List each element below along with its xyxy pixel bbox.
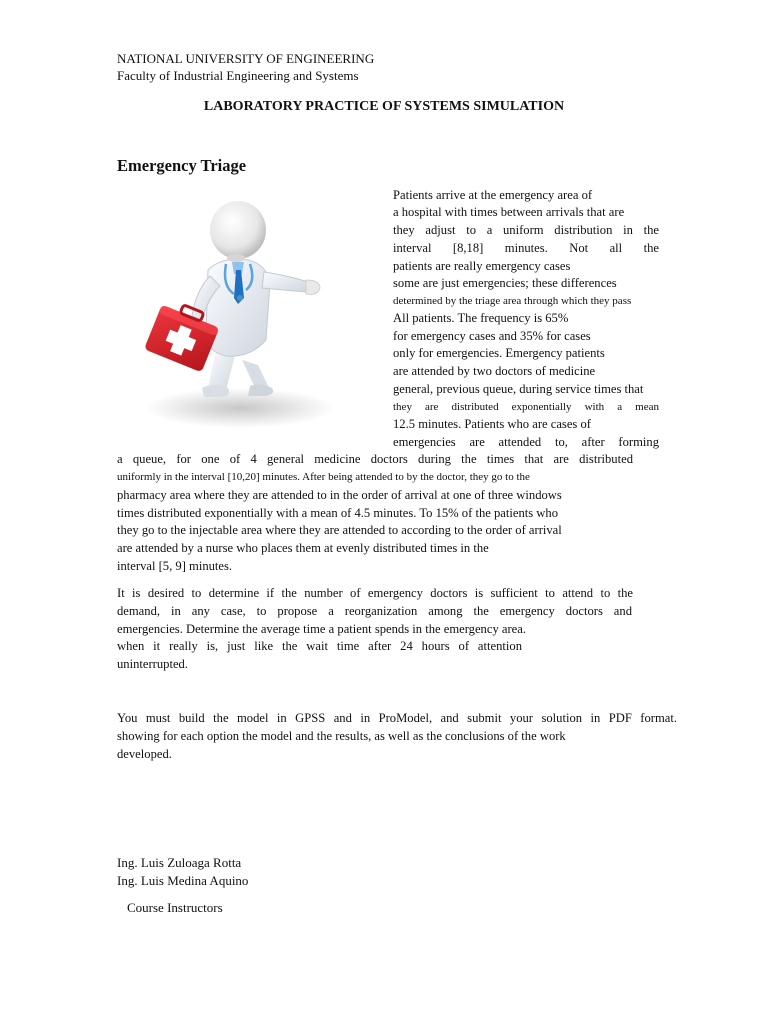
paragraph-line: It is desired to determine if the number of emergency doctors is sufficient to attend to the — [117, 586, 633, 600]
paragraph-line: they adjust to a uniform distribution in the — [393, 223, 659, 237]
instructor-name: Ing. Luis Zuloaga Rotta — [117, 855, 242, 870]
paragraph-line: You must build the model in GPSS and in ProModel, and submit your solution in PDF format. — [117, 711, 677, 725]
paragraph-line: when it really is, just like the wait time after 24 hours of attention — [117, 639, 522, 653]
paragraph-line: determined by the triage area through which they pass — [393, 295, 632, 307]
paragraph-line: only for emergencies. Emergency patients — [393, 346, 605, 360]
paragraph-line: they go to the injectable area where they are attended to according to the order of arrival — [117, 523, 562, 537]
faculty-name: Faculty of Industrial Engineering and Systems — [117, 68, 359, 83]
paragraph-line: Patients arrive at the emergency area of — [393, 188, 593, 202]
paragraph-line: uniformly in the interval [10,20] minutes. After being attended to by the doctor, they go to the — [117, 471, 530, 483]
paragraph-line: demand, in any case, to propose a reorganization among the emergency doctors and — [117, 604, 632, 618]
section-title: Emergency Triage — [117, 156, 247, 175]
paragraph-line: they are distributed exponentially with a mean — [393, 401, 659, 413]
paragraph-line: emergencies. Determine the average time a patient spends in the emergency area. — [117, 622, 526, 636]
paragraph-line: developed. — [117, 747, 172, 761]
paragraph-line: interval [8,18] minutes. Not all the — [393, 241, 659, 255]
document-title: LABORATORY PRACTICE OF SYSTEMS SIMULATION — [203, 99, 565, 114]
paragraph-line: a hospital with times between arrivals that are — [393, 205, 625, 219]
university-name: NATIONAL UNIVERSITY OF ENGINEERING — [117, 51, 375, 66]
paragraph-line: interval [5, 9] minutes. — [117, 559, 233, 573]
instructor-role: Course Instructors — [127, 900, 223, 915]
doctor-with-first-aid-kit-icon — [130, 190, 380, 440]
paragraph-line: uninterrupted. — [117, 657, 188, 671]
instructor-name: Ing. Luis Medina Aquino — [117, 873, 249, 888]
paragraph-line: All patients. The frequency is 65% — [393, 311, 569, 325]
paragraph-line: general, previous queue, during service times that — [393, 382, 644, 396]
paragraph-line: patients are really emergency cases — [393, 259, 571, 273]
paragraph-line: for emergency cases and 35% for cases — [393, 329, 591, 343]
paragraph-line: pharmacy area where they are attended to in the order of arrival at one of three windows — [117, 488, 562, 502]
paragraph-line: are attended by a nurse who places them at evenly distributed times in the — [117, 541, 489, 555]
paragraph-line: are attended by two doctors of medicine — [393, 364, 596, 378]
paragraph-line: showing for each option the model and the results, as well as the conclusions of the work — [117, 729, 566, 743]
paragraph-line: 12.5 minutes. Patients who are cases of — [393, 417, 591, 431]
paragraph-line: times distributed exponentially with a mean of 4.5 minutes. To 15% of the patients who — [117, 506, 558, 520]
paragraph-line: a queue, for one of 4 general medicine doctors during the times that are distributed — [117, 452, 633, 466]
paragraph-line: some are just emergencies; these differences — [393, 276, 617, 290]
paragraph-line: emergencies are attended to, after forming — [393, 435, 659, 449]
